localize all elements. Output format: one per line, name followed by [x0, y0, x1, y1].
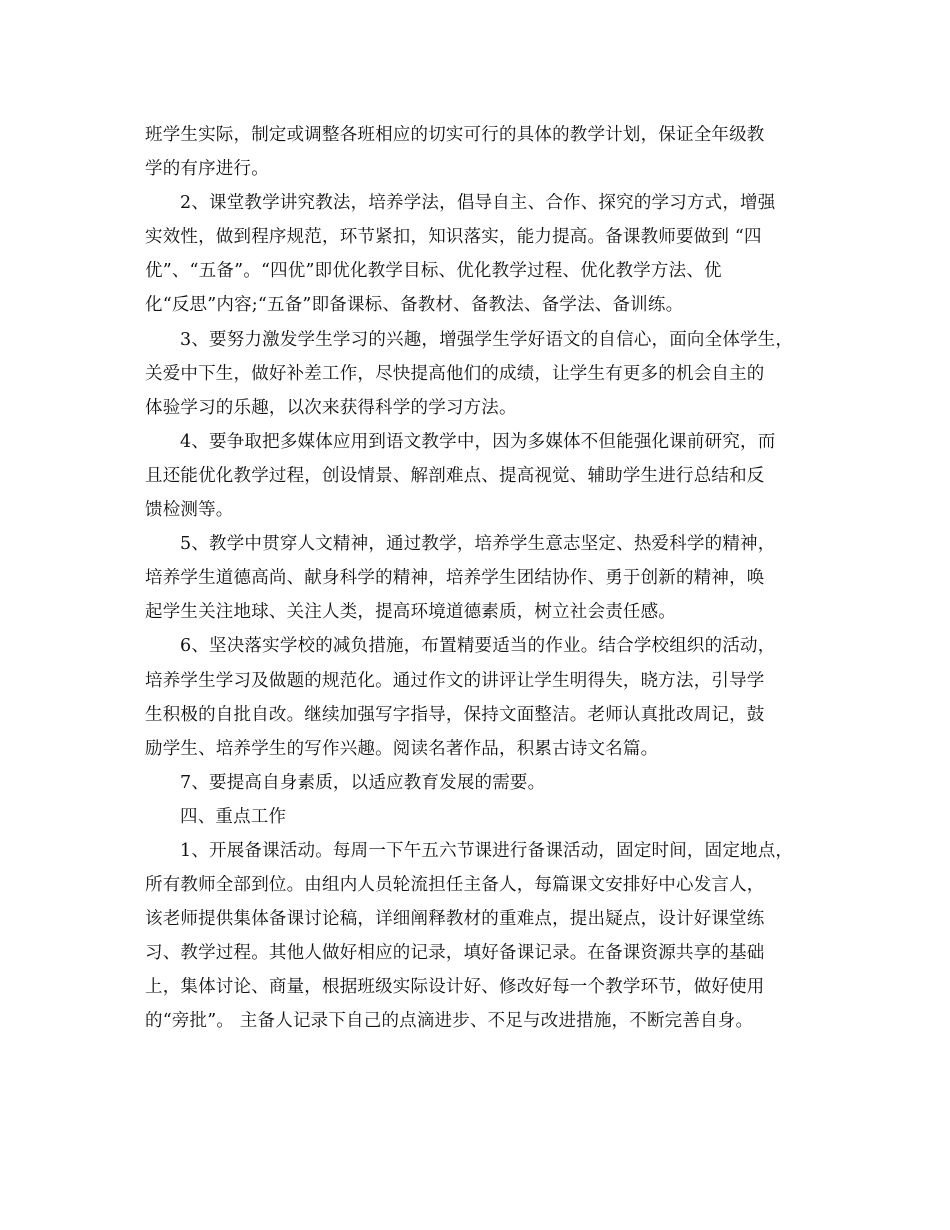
document-body	[145, 118, 825, 1039]
text-line: 化“反思”内容;“五备”即备课标、备教材、备教法、备学法、备训练。	[145, 295, 684, 316]
text-line: 培养学生学习及做题的规范化。通过作文的讲评让学生明得失，晓方法，引导学	[145, 670, 765, 691]
text-line: 培养学生道德高尚、献身科学的精神，培养学生团结协作、勇于创新的精神，唤	[145, 568, 765, 589]
text-line: 2、课堂教学讲究教法，培养学法，倡导自主、合作、探究的学习方式，增强	[180, 193, 776, 214]
text-line: 4、要争取把多媒体应用到语文教学中，因为多媒体不但能强化课前研究，而	[180, 431, 776, 452]
text-line: 7、要提高自身素质，以适应教育发展的需要。	[180, 772, 546, 793]
text-line: 四、重点工作	[180, 806, 287, 827]
text-line: 关爱中下生，做好补差工作，尽快提高他们的成绩，让学生有更多的机会自主的	[145, 363, 765, 384]
text-line: 3、要努力激发学生学习的兴趣，增强学生学好语文的自信心，面向全体学生，	[180, 329, 794, 350]
text-line: 所有教师全部到位。由组内人员轮流担任主备人，每篇课文安排好中心发言人，	[145, 875, 765, 896]
text-line: 且还能优化教学过程，创设情景、解剖难点、提高视觉、辅助学生进行总结和反	[145, 465, 765, 486]
text-line: 班学生实际，制定或调整各班相应的切实可行的具体的教学计划，保证全年级教	[145, 125, 765, 145]
text-line: 励学生、培养学生的写作兴趣。阅读名著作品，积累古诗文名篇。	[145, 738, 659, 759]
text-line: 1、开展备课活动。每周一下午五六节课进行备课活动，固定时间，固定地点，	[180, 840, 794, 861]
text-line: 体验学习的乐趣，以次来获得科学的学习方法。	[145, 397, 517, 418]
text-line: 6、坚决落实学校的减负措施，布置精要适当的作业。结合学校组织的活动，	[180, 636, 776, 657]
text-line: 优”、“五备”。“四优”即优化教学目标、优化教学过程、优化教学方法、优	[145, 261, 722, 282]
text-line: 该老师提供集体备课讨论稿，详细阐释教材的重难点，提出疑点，设计好课堂练	[145, 909, 765, 930]
text-line: 上，集体讨论、商量，根据班级实际设计好、修改好每一个教学环节，做好使用	[145, 977, 765, 998]
text-line: 起学生关注地球、关注人类，提高环境道德素质，树立社会责任感。	[145, 602, 676, 623]
text-line: 习、教学过程。其他人做好相应的记录，填好备课记录。在备课资源共享的基础	[145, 943, 765, 964]
text-line: 的“旁批”。 主备人记录下自己的点滴进步、不足与改进措施，不断完善自身。	[145, 1011, 754, 1032]
text-line: 学的有序进行。	[145, 159, 269, 180]
text-line: 馈检测等。	[145, 500, 234, 521]
text-line: 实效性，做到程序规范，环节紧扣，知识落实，能力提高。备课教师要做到 “四	[145, 227, 762, 248]
text-line: 5、教学中贯穿人文精神，通过教学，培养学生意志坚定、热爱科学的精神，	[180, 534, 776, 555]
text-line: 生积极的自批自改。继续加强写字指导，保持文面整洁。老师认真批改周记，鼓	[145, 704, 765, 725]
